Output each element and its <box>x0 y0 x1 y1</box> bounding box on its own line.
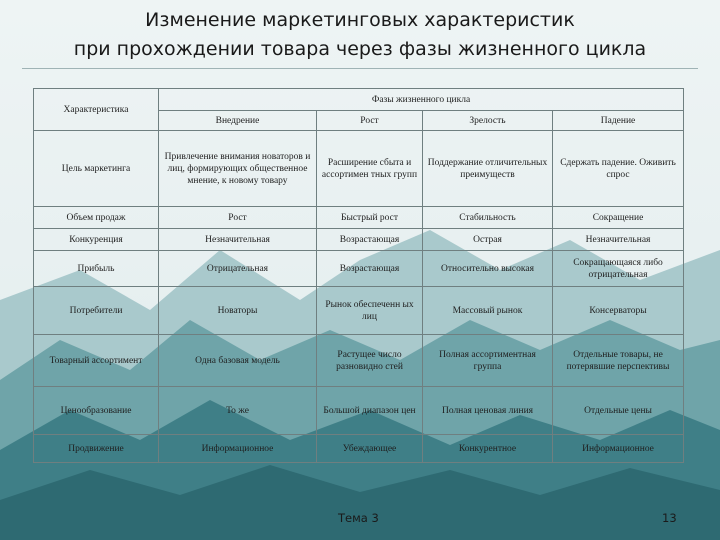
title-line-2: при прохождении товара через фазы жизненного цикла <box>73 38 647 60</box>
row-feature: Прибыль <box>34 251 159 287</box>
phase-header: Внедрение <box>159 111 317 131</box>
row-feature: Конкуренция <box>34 229 159 251</box>
table-cell: Расширение сбыта и ассортимен тных групп <box>317 131 423 207</box>
phase-header: Зрелость <box>423 111 553 131</box>
table-cell: Консерваторы <box>553 287 684 335</box>
table-cell: Растущее число разновидно стей <box>317 335 423 387</box>
table-row <box>34 335 684 387</box>
header-feature: Характеристика <box>34 89 159 131</box>
slide-title <box>0 6 720 64</box>
table-cell: Стабильность <box>423 207 553 229</box>
phase-header: Рост <box>317 111 423 131</box>
page-number: 13 <box>662 511 677 525</box>
table-row <box>34 287 684 335</box>
table-cell: Новаторы <box>159 287 317 335</box>
table-cell: Полная ассортиментная группа <box>423 335 553 387</box>
table-cell: Рынок обеспеченн ых лиц <box>317 287 423 335</box>
table-cell: Отрицательная <box>159 251 317 287</box>
table-row <box>34 131 684 207</box>
table-cell: Возрастающая <box>317 251 423 287</box>
row-feature: Ценообразование <box>34 387 159 435</box>
table-cell: Одна базовая модель <box>159 335 317 387</box>
table-cell: Конкурентное <box>423 435 553 463</box>
table-header-row <box>34 89 684 111</box>
table-cell: Острая <box>423 229 553 251</box>
table-row <box>34 387 684 435</box>
table-cell: Отдельные цены <box>553 387 684 435</box>
table-cell: Сокращающаяся либо отрицательная <box>553 251 684 287</box>
table-cell: Привлечение внимания новаторов и лиц, формирующих общественное мнение, к новому товару <box>159 131 317 207</box>
title-divider <box>22 68 698 69</box>
table-cell: Массовый рынок <box>423 287 553 335</box>
table-cell: То же <box>159 387 317 435</box>
table-cell: Поддержание отличительных преимуществ <box>423 131 553 207</box>
table-cell: Убеждающее <box>317 435 423 463</box>
table-cell: Полная ценовая линия <box>423 387 553 435</box>
lifecycle-table <box>33 88 684 463</box>
phase-header: Падение <box>553 111 684 131</box>
table-cell: Сокращение <box>553 207 684 229</box>
row-feature: Продвижение <box>34 435 159 463</box>
table-cell: Информационное <box>159 435 317 463</box>
row-feature: Объем продаж <box>34 207 159 229</box>
table-row <box>34 229 684 251</box>
table-cell: Незначительная <box>159 229 317 251</box>
row-feature: Товарный ассортимент <box>34 335 159 387</box>
table-row <box>34 435 684 463</box>
row-feature: Потребители <box>34 287 159 335</box>
footer-topic: Тема 3 <box>338 511 379 525</box>
table-cell: Относительно высокая <box>423 251 553 287</box>
table-cell: Большой диапазон цен <box>317 387 423 435</box>
table-row <box>34 251 684 287</box>
table-cell: Возрастающая <box>317 229 423 251</box>
title-line-1: Изменение маркетинговых характеристик <box>145 9 575 31</box>
table-cell: Быстрый рост <box>317 207 423 229</box>
table-cell: Сдержать падение. Оживить спрос <box>553 131 684 207</box>
table-cell: Отдельные товары, не потерявшие перспективы <box>553 335 684 387</box>
table-cell: Информационное <box>553 435 684 463</box>
table-cell: Незначительная <box>553 229 684 251</box>
table-row <box>34 207 684 229</box>
table-cell: Рост <box>159 207 317 229</box>
row-feature: Цель маркетинга <box>34 131 159 207</box>
header-phases: Фазы жизненного цикла <box>159 89 684 111</box>
